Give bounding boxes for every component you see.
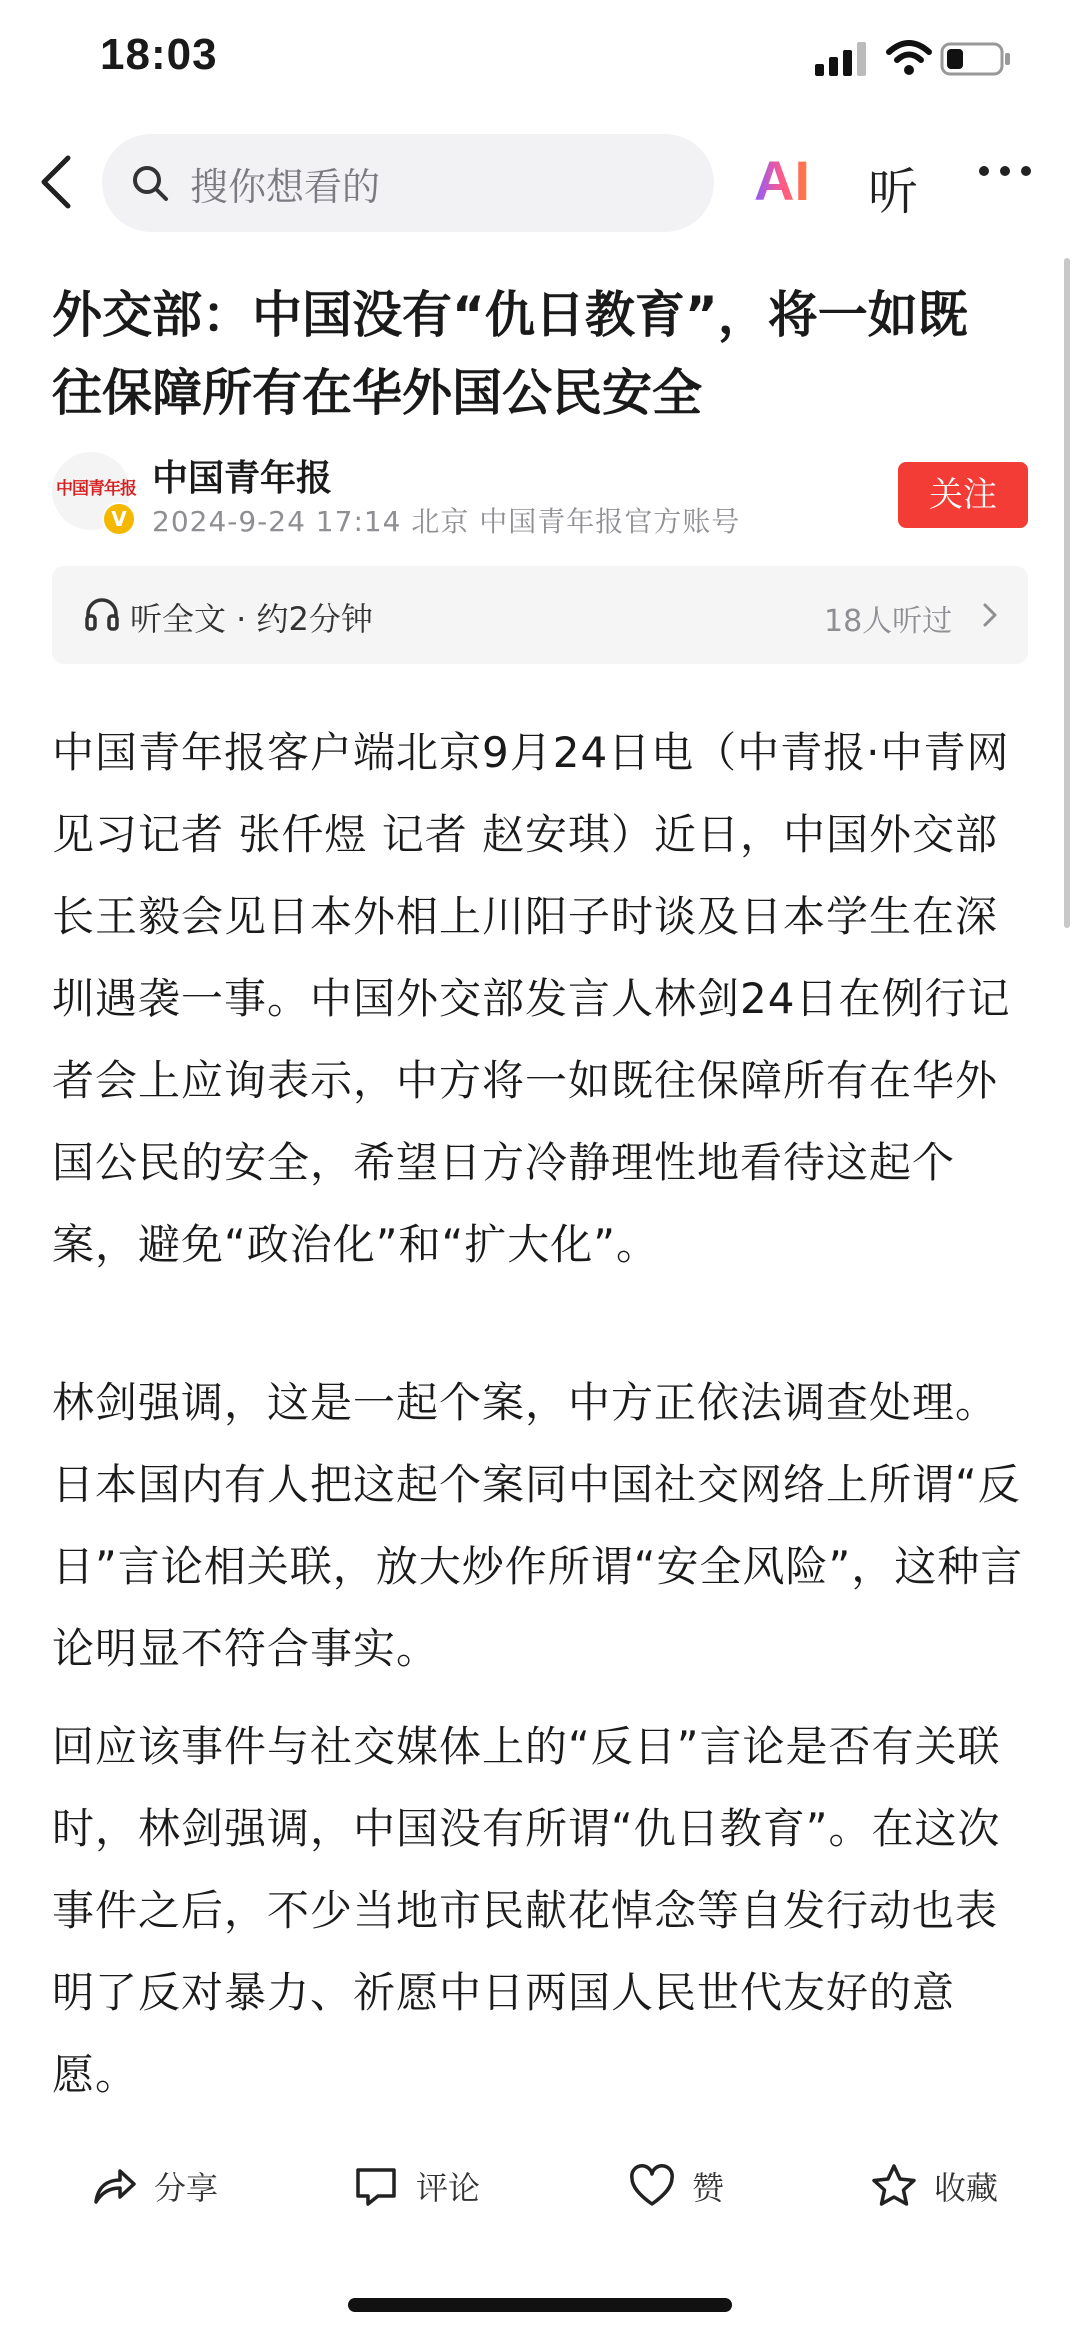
scrollbar[interactable]: [1064, 258, 1070, 928]
favorite-label: 收藏: [934, 2169, 999, 2207]
avatar[interactable]: [52, 452, 136, 531]
article-paragraph: 回应该事件与社交媒体上的“反日”言论是否有关联时，林剑强调，中国没有所谓“仇日教育”。在这次事件之后，不少当地市民献花悼念等自发行动也表明了反对暴力、祈愿中日两国人民世代友好的意愿。: [52, 1722, 1001, 2099]
home-indicator[interactable]: [348, 2298, 732, 2312]
comment-label: 评论: [416, 2169, 481, 2207]
verified-badge-icon: V: [102, 502, 136, 536]
share-button[interactable]: [90, 2158, 218, 2214]
listen-count: 18人听过: [824, 604, 953, 639]
follow-button[interactable]: 关注: [898, 462, 1028, 528]
heart-icon: [628, 2162, 676, 2210]
listen-button[interactable]: 听: [868, 163, 918, 221]
author-name[interactable]: 中国青年报: [152, 458, 333, 499]
ai-button[interactable]: AI: [754, 149, 810, 212]
comment-button[interactable]: [352, 2158, 480, 2214]
like-button[interactable]: [628, 2158, 724, 2214]
more-options-icon[interactable]: [978, 164, 1032, 178]
battery-icon: [940, 42, 1012, 76]
headphone-icon: [84, 596, 120, 632]
share-label: 分享: [154, 2169, 219, 2207]
back-arrow-icon[interactable]: [36, 152, 76, 212]
search-icon: [130, 163, 170, 203]
chevron-right-icon: [982, 602, 998, 628]
share-icon: [90, 2162, 138, 2210]
article-paragraph: 林剑强调，这是一起个案，中方正依法调查处理。日本国内有人把这起个案同中国社交网络上所谓“反日”言论相关联，放大炒作所谓“安全风险”，这种言论明显不符合事实。: [52, 1378, 1024, 1673]
listen-full-text-label: 听全文 · 约2分钟: [130, 600, 373, 638]
article-paragraph: 中国青年报客户端北京9月24日电（中青报·中青网见习记者 张仟煜 记者 赵安琪）近日，中国外交部长王毅会见日本外相上川阳子时谈及日本学生在深圳遇袭一事。中国外交部发言人林剑24日在例行记者会上应询表示，中方将一如既往保障所有在华外国公民的安全，希望日方冷静理性地看待这起个案，避免“政治化”和“扩大化”。: [52, 728, 1011, 1269]
cellular-signal-icon: [815, 42, 875, 76]
search-input[interactable]: [102, 134, 714, 232]
comment-icon: [352, 2162, 400, 2210]
like-label: 赞: [692, 2169, 725, 2207]
status-time: 18:03: [100, 30, 218, 79]
search-placeholder: 搜你想看的: [190, 164, 381, 209]
wifi-icon: [885, 38, 933, 76]
publisher-logo: 中国青年报: [56, 479, 136, 499]
favorite-button[interactable]: [870, 2158, 998, 2214]
article-title: 外交部：中国没有“仇日教育”，将一如既往保障所有在华外国公民安全: [52, 286, 968, 422]
star-icon: [870, 2162, 918, 2210]
author-meta: 2024-9-24 17:14 北京 中国青年报官方账号: [152, 505, 741, 538]
